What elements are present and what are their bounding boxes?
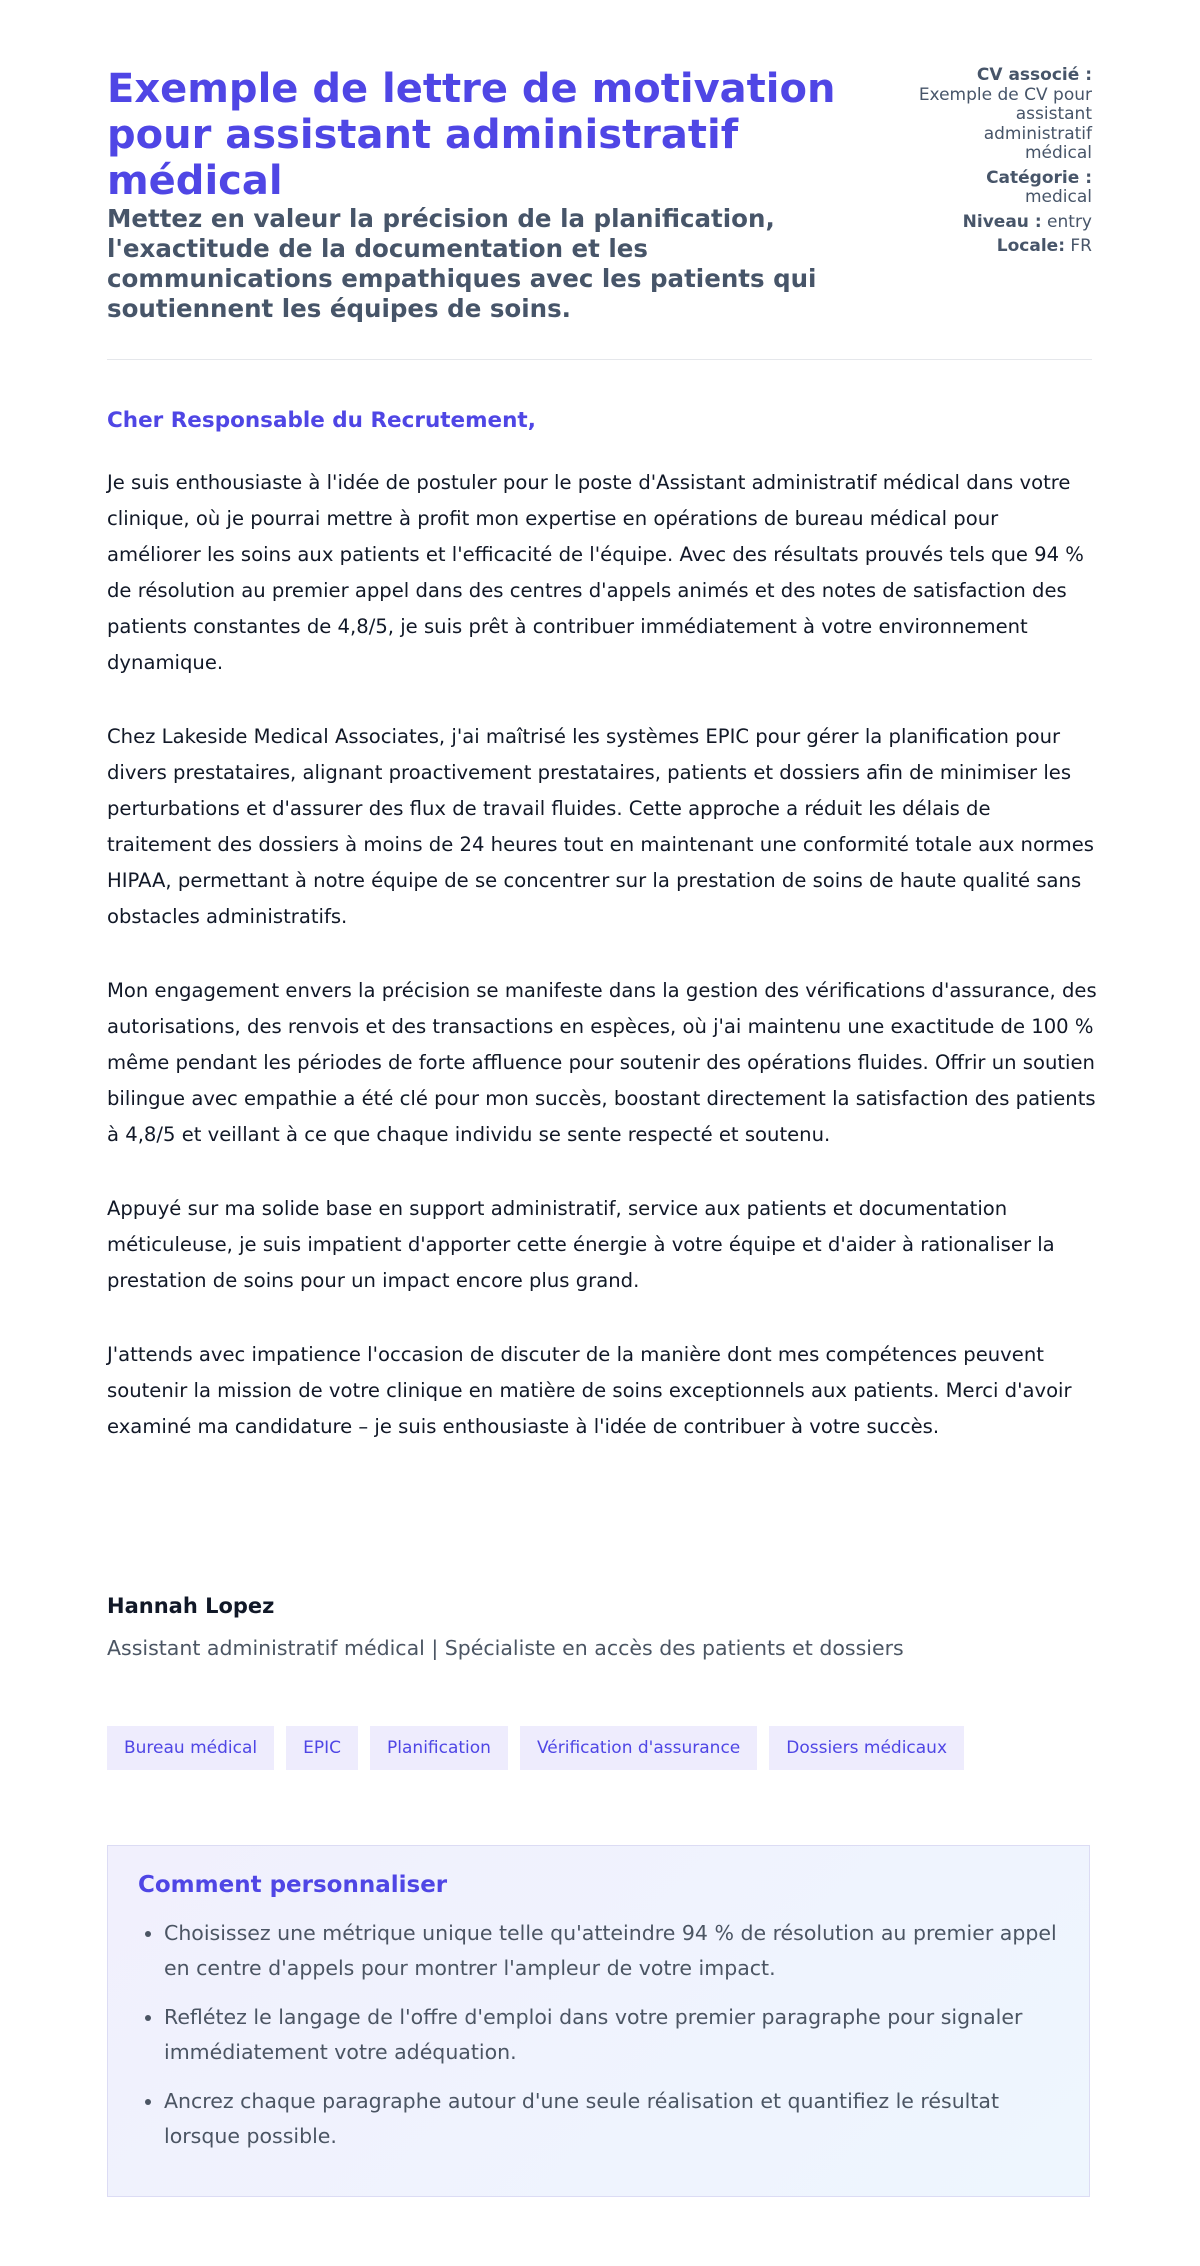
divider (107, 359, 1092, 360)
tag: Dossiers médicaux (769, 1726, 964, 1770)
tips-title: Comment personnaliser (138, 1872, 448, 1898)
signature-role: Assistant administratif médical | Spécialiste en accès des patients et dossiers (107, 1636, 904, 1660)
letter-greeting: Cher Responsable du Recrutement, (107, 408, 536, 433)
cv-link[interactable]: Exemple de CV pour assistant administratif médical (918, 84, 1092, 163)
tag: Vérification d'assurance (520, 1726, 757, 1770)
letter-paragraph: Appuyé sur ma solide base en support administratif, service aux patients et documentation méticuleuse, je suis impatient d'apporter cette énergie à votre équipe et d'aider à rationaliser la prestation de soins pour un impact encore plus grand. (107, 1197, 1055, 1292)
tips-list (138, 1916, 1059, 2153)
category-value: medical (1024, 187, 1092, 207)
letter-paragraph: Mon engagement envers la précision se manifeste dans la gestion des vérifications d'assurance, des autorisations, des renvois et des transactions en espèces, où j'ai maintenu une exactitude de 100 % même pendant les périodes de forte affluence pour soutenir des opérations fluides. Offrir un soutien bilingue avec empathie a été clé pour mon succès, boostant directement la satisfaction des patients à 4,8/5 et veillant à ce que chaque individu se sente respecté et soutenu. (107, 979, 1097, 1146)
cv-label: CV associé : (976, 65, 1092, 85)
tag: Bureau médical (107, 1726, 274, 1770)
customization-tips (107, 1845, 1090, 2197)
page-subtitle: Mettez en valeur la précision de la planification, l'exactitude de la documentation et les communications empathiques avec les patients qui soutiennent les équipes de soins. (107, 204, 817, 323)
letter-paragraph: Je suis enthousiaste à l'idée de postuler pour le poste d'Assistant administratif médical dans votre clinique, où je pourrai mettre à profit mon expertise en opérations de bureau médical pour améliorer les soins aux patients et l'efficacité de l'équipe. Avec des résultats prouvés tels que 94 % de résolution au premier appel dans des centres d'appels animés et des notes de satisfaction des patients constantes de 4,8/5, je suis prêt à contribuer immédiatement à votre environnement dynamique. (107, 471, 1084, 674)
tag: Planification (370, 1726, 508, 1770)
meta-panel (912, 66, 1092, 324)
tip-item: • Ancrez chaque paragraphe autour d'une seule réalisation et quantifiez le résultat lorsque possible. (164, 2084, 1059, 2153)
locale-label: Locale: (996, 236, 1065, 256)
tag: EPIC (286, 1726, 358, 1770)
tag-list (107, 1726, 964, 1770)
locale-value: FR (1070, 236, 1092, 256)
category-label: Catégorie : (986, 167, 1092, 188)
tip-item: • Choisissez une métrique unique telle qu'atteindre 94 % de résolution au premier appel en centre d'appels pour montrer l'ampleur de votre impact. (164, 1916, 1059, 1985)
header (107, 0, 1092, 324)
page (107, 0, 1097, 2148)
level-value: entry (1047, 211, 1092, 232)
letter-paragraph: Chez Lakeside Medical Associates, j'ai maîtrisé les systèmes EPIC pour gérer la planification pour divers prestataires, alignant proactivement prestataires, patients et dossiers afin de minimiser les perturbations et d'assurer des flux de travail fluides. Cette approche a réduit les délais de traitement des dossiers à moins de 24 heures tout en maintenant une conformité totale aux normes HIPAA, permettant à notre équipe de se concentrer sur la prestation de soins de haute qualité sans obstacles administratifs. (107, 725, 1094, 928)
letter-body (107, 465, 1097, 1483)
level-label: Niveau : (962, 211, 1042, 232)
tip-item: • Reflétez le langage de l'offre d'emploi dans votre premier paragraphe pour signaler immédiatement votre adéquation. (164, 2000, 1059, 2069)
letter-paragraph: J'attends avec impatience l'occasion de discuter de la manière dont mes compétences peuvent soutenir la mission de votre clinique en matière de soins exceptionnels aux patients. Merci d'avoir examiné ma candidature – je suis enthousiaste à l'idée de contribuer à votre succès. (107, 1343, 1072, 1438)
signature-name: Hannah Lopez (107, 1594, 275, 1618)
page-title: Exemple de lettre de motivation pour assistant administratif médical (107, 66, 836, 204)
